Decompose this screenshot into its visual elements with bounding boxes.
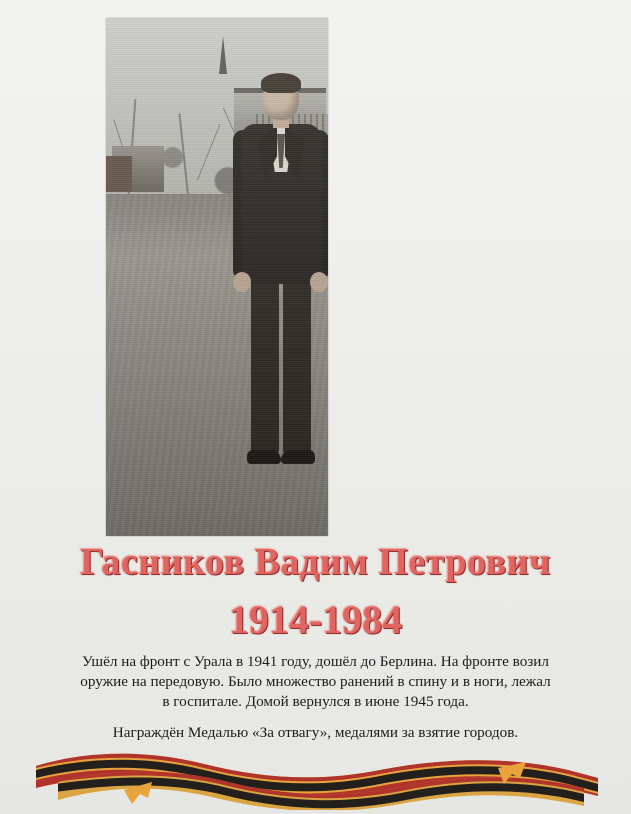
photo-spire — [219, 36, 227, 74]
figure-leg-right — [283, 276, 311, 456]
figure-leg-left — [251, 276, 279, 456]
portrait-photo — [106, 18, 328, 536]
photo-shed-secondary — [106, 156, 132, 192]
person-years: 1914-1984 — [228, 597, 403, 642]
biography-text — [48, 652, 583, 711]
figure-shoe-left — [247, 450, 281, 464]
st-george-ribbon-icon — [28, 748, 606, 810]
biography-line: Ушёл на фронт с Урала в 1941 году, дошёл до Берлина. На фронте возил — [81, 653, 550, 670]
biography-line: в госпитале. Домой вернулся в июне 1945 года. — [162, 692, 469, 710]
person-name: Гасников Вадим Петрович — [80, 541, 551, 583]
award-text: Награждён Медалью «За отвагу», медалями за взятие городов. — [112, 724, 519, 741]
portrait-photo-image — [106, 18, 328, 536]
figure-hair — [261, 73, 301, 93]
figure-shoe-right — [281, 450, 315, 464]
figure-hand-right — [310, 272, 328, 292]
biography-line: оружие на передовую. Было множество ранений в спину и в ноги, лежал — [80, 672, 551, 690]
figure-hand-left — [233, 272, 251, 292]
